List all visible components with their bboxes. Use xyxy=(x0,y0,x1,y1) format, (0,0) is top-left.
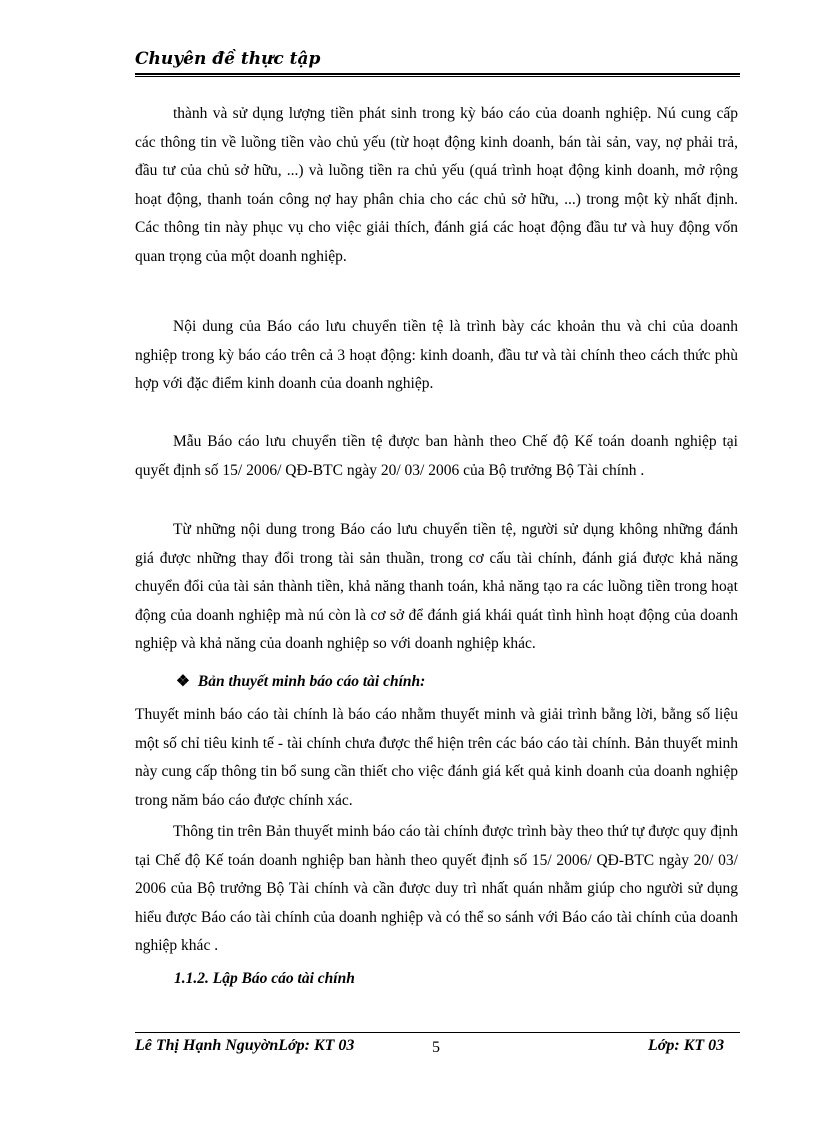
paragraph-cash-flow-template: Mẫu Báo cáo lưu chuyển tiền tệ được ban hành theo Chế độ Kế toán doanh nghiệp tại quyết định số 15/ 2006/ QĐ-BTC ngày 20/ 03/ 2006 của Bộ trưởng Bộ Tài chính . xyxy=(135,433,738,479)
footer-rule xyxy=(135,1032,740,1033)
bullet-heading xyxy=(176,672,425,691)
footer-author: Lê Thị Hạnh NguyờnLớp: KT 03 xyxy=(135,1037,355,1054)
header-rule-thick xyxy=(135,73,740,75)
paragraph-cash-flow-content: Nội dung của Báo cáo lưu chuyển tiền tệ là trình bày các khoản thu và chi của doanh nghiệp trong kỳ báo cáo trên cả 3 hoạt động: kinh doanh, đầu tư và tài chính theo cách thức phù hợp với đặc điểm kinh doanh của doanh nghiệp. xyxy=(135,318,738,393)
header-title: Chuyên đề thực tập xyxy=(135,49,321,69)
paragraph-cash-flow-continuation: thành và sử dụng lượng tiền phát sinh trong kỳ báo cáo của doanh nghiệp. Nú cung cấp các thông tin về luồng tiền vào chủ yếu (từ hoạt động kinh doanh, bán tài sản, vay, nợ phải trả, đầu tư của chủ sở hữu, ...) và luồng tiền ra chủ yếu (quá trình hoạt động kinh doanh, mở rộng hoạt động, thanh toán công nợ hay phân chia cho các chủ sở hữu, ...) trong một kỳ nhất định. Các thông tin này phục vụ cho việc giải thích, đánh giá các hoạt động đầu tư và huy động vốn quan trọng của một doanh nghiệp. xyxy=(135,105,738,265)
diamond-bullet-icon: ❖ xyxy=(176,673,190,690)
header-rule-thin xyxy=(135,76,740,77)
section-subheading: 1.1.2. Lập Báo cáo tài chính xyxy=(174,970,355,987)
bullet-heading-text: Bản thuyết minh báo cáo tài chính: xyxy=(197,673,426,690)
page-number: 5 xyxy=(432,1039,440,1056)
footer-class: Lớp: KT 03 xyxy=(648,1037,725,1054)
paragraph-notes-definition: Thuyết minh báo cáo tài chính là báo cáo nhằm thuyết minh và giải trình bằng lời, bằng số liệu một số chỉ tiêu kinh tế - tài chính chưa được thể hiện trên các báo cáo tài chính. Bản thuyết minh này cung cấp thông tin bổ sung cần thiết cho việc đánh giá kết quả kinh doanh của doanh nghiệp trong năm báo cáo được chính xác. xyxy=(135,706,738,809)
paragraph-cash-flow-usage: Từ những nội dung trong Báo cáo lưu chuyển tiền tệ, người sử dụng không những đánh giá được những thay đổi trong tài sản thuần, trong cơ cấu tài chính, đánh giá được khả năng chuyển đổi của tài sản thành tiền, khả năng thanh toán, khả năng tạo ra các luồng tiền trong hoạt động của doanh nghiệp mà nú còn là cơ sở để đánh giá khái quát tình hình hoạt động của doanh nghiệp và khả năng của doanh nghiệp so với doanh nghiệp khác. xyxy=(135,521,738,653)
paragraph-notes-order: Thông tin trên Bản thuyết minh báo cáo tài chính được trình bày theo thứ tự được quy định tại Chế độ Kế toán doanh nghiệp ban hành theo quyết định số 15/ 2006/ QĐ-BTC ngày 20/ 03/ 2006 của Bộ trưởng Bộ Tài chính và cần được duy trì nhất quán nhằm giúp cho người sử dụng hiểu được Báo cáo tài chính của doanh nghiệp và có thể so sánh với Báo cáo tài chính của doanh nghiệp khác . xyxy=(135,823,738,955)
